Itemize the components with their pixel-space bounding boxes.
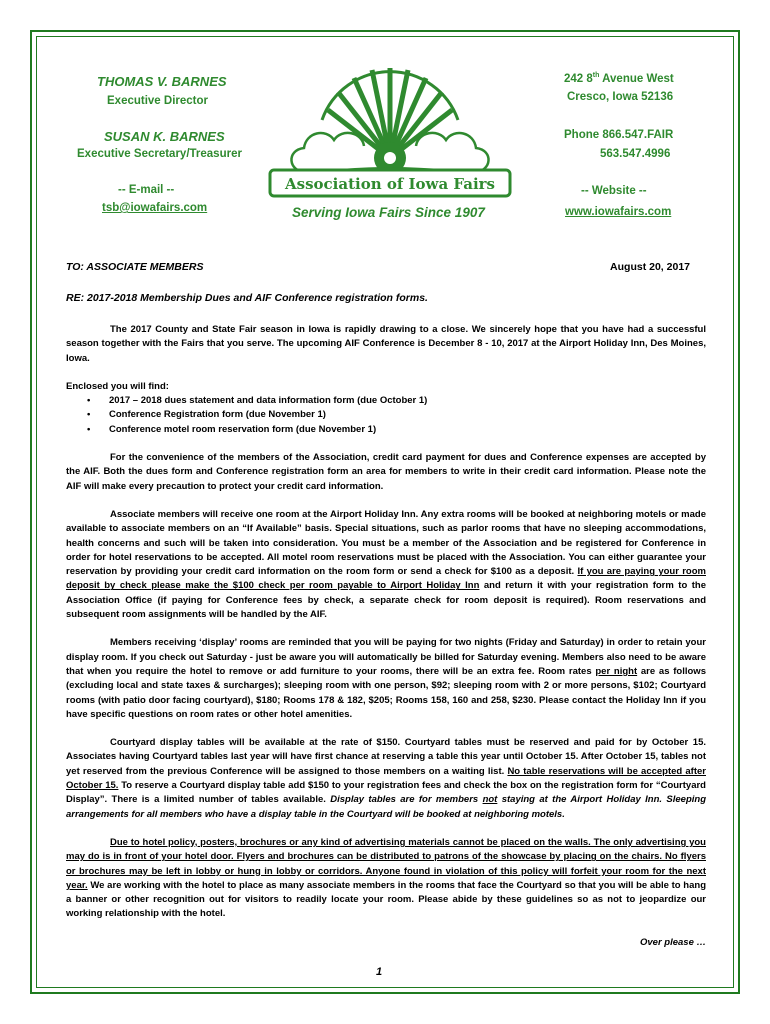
list-item: • Conference motel room reservation form (due November 1) <box>109 423 706 437</box>
over-please: Over please … <box>639 937 706 948</box>
recipient-line: TO: ASSOCIATE MEMBERS <box>66 261 204 273</box>
paragraph-intro: The 2017 County and State Fair season in Iowa is rapidly drawing to a close. We sincerely hope that you have had a successful season together with the Fairs that you serve. The upcoming AIF Conference is December 8 - 10, 2017 at the Airport Holiday Inn, Des Moines, Iowa. <box>66 324 706 364</box>
logo-banner-text: Association of Iowa Fairs <box>285 175 495 193</box>
paragraph-rooms: Associate members will receive one room at the Airport Holiday Inn. Any extra rooms will be booked at neighboring motels or made available to associate members on an “If Available” basis. Special situations, such as parlor rooms that have no sleeping accommodations, health concerns and such will be taken into consideration. You must be a member of the Association and be registered for Conference in order for hotel reservations to be accepted. All motel room reservations must be placed with the Association. You can either guarantee your reservation by providing your credit card information on the room form or send a check for $100 as a deposit. If you are paying your room deposit by check please make the $100 check per room payable to Airport Holiday Inn and return it with your registration form to the Association Office (if paying for Conference fees by check, a separate check for room deposit is required). Room reservations and subsequent room assignments will be handled by the AIF. <box>66 508 706 621</box>
enclosed-list <box>66 394 706 437</box>
city-line: Cresco, Iowa 52136 <box>567 91 674 103</box>
email-link[interactable]: tsb@iowafairs.com <box>102 202 208 214</box>
tagline: Serving Iowa Fairs Since 1907 <box>292 205 485 220</box>
paragraph-courtyard: Courtyard display tables will be available at the rate of $150. Courtyard tables must be reserved and paid for by October 15. Associates having Courtyard tables last year will have first chance at reserving a table this year until October 15. After October 15, tables not yet reserved from the previous Conference will be assigned to those members on a waiting list. No table reservations will be accepted after October 15. To reserve a Courtyard display table add $150 to your registration fees and check the box on the registration form for “Courtyard Display”. There is a limited number of tables available. Display tables are for members not staying at the Airport Holiday Inn. Sleeping arrangements for all members who have a display table in the Courtyard will be booked at neighboring motels. <box>66 737 707 820</box>
association-logo <box>266 62 514 202</box>
letter-body <box>66 323 706 922</box>
website-label: -- Website -- <box>581 185 647 197</box>
secretary-name: SUSAN K. BARNES <box>104 129 225 144</box>
email-label: -- E-mail -- <box>118 184 175 196</box>
paragraph-policy: Due to hotel policy, posters, brochures or any kind of advertising materials cannot be placed on the walls. The only advertising you may do is in front of your hotel door. Flyers and brochures can be distributed to patrons of the showcase by placing on the chairs. No flyers or brochures may be left in lobby or hung in lobby or corridors. Anyone found in violation of this policy will forfeit your room for the next year. We are working with the hotel to place as many associate members in the rooms that face the Courtyard so that you will be able to hang a banner or other recognition out for visitors to readily locate your room. Please abide by these guidelines so as not to jeopardize our working relationship with the hotel. <box>66 836 706 920</box>
subject-line: RE: 2017-2018 Membership Dues and AIF Conference registration forms. <box>66 292 428 304</box>
list-item: • Conference Registration form (due November 1) <box>109 408 706 422</box>
director-title: Executive Director <box>107 95 208 107</box>
enclosed-heading: Enclosed you will find: <box>66 380 169 392</box>
secretary-title: Executive Secretary/Treasurer <box>77 148 242 160</box>
address-line: 242 8th Avenue West <box>564 72 674 85</box>
letter-date: August 20, 2017 <box>610 261 690 273</box>
website-link[interactable]: www.iowafairs.com <box>565 206 672 218</box>
paragraph-credit-card: For the convenience of the members of the Association, credit card payment for dues and Conference expenses are accepted by the AIF. Both the dues form and Conference registration form an area for members to write in their credit card information. Please note the AIF will make every precaution to protect your credit card information. <box>66 452 706 492</box>
paragraph-display-rooms: Members receiving ‘display’ rooms are reminded that you will be paying for two nights (Friday and Saturday) in order to retain your display room. If you check out Saturday - just be aware you will automatically be billed for Saturday evening. Members also need to be aware that when you require the hotel to remove or add furniture to your rooms, there will be an extra fee. Room rates per night are as follows (excluding local and state taxes & surcharges); sleeping room with one person, $92; sleeping room with 2 or more persons, $102; Courtyard rooms (with patio door facing courtyard), $180; Rooms 178 & 182, $205; Rooms 158, 160 and 258, $230. Please contact the Holiday Inn if you have specific questions on room rates or other hotel amenities. <box>66 637 706 720</box>
list-item: • 2017 – 2018 dues statement and data information form (due October 1) <box>109 394 706 408</box>
director-name: THOMAS V. BARNES <box>97 74 227 89</box>
phone2-line: 563.547.4996 <box>600 148 671 160</box>
page-number: 1 <box>376 966 383 978</box>
phone-line: Phone 866.547.FAIR <box>564 129 674 141</box>
